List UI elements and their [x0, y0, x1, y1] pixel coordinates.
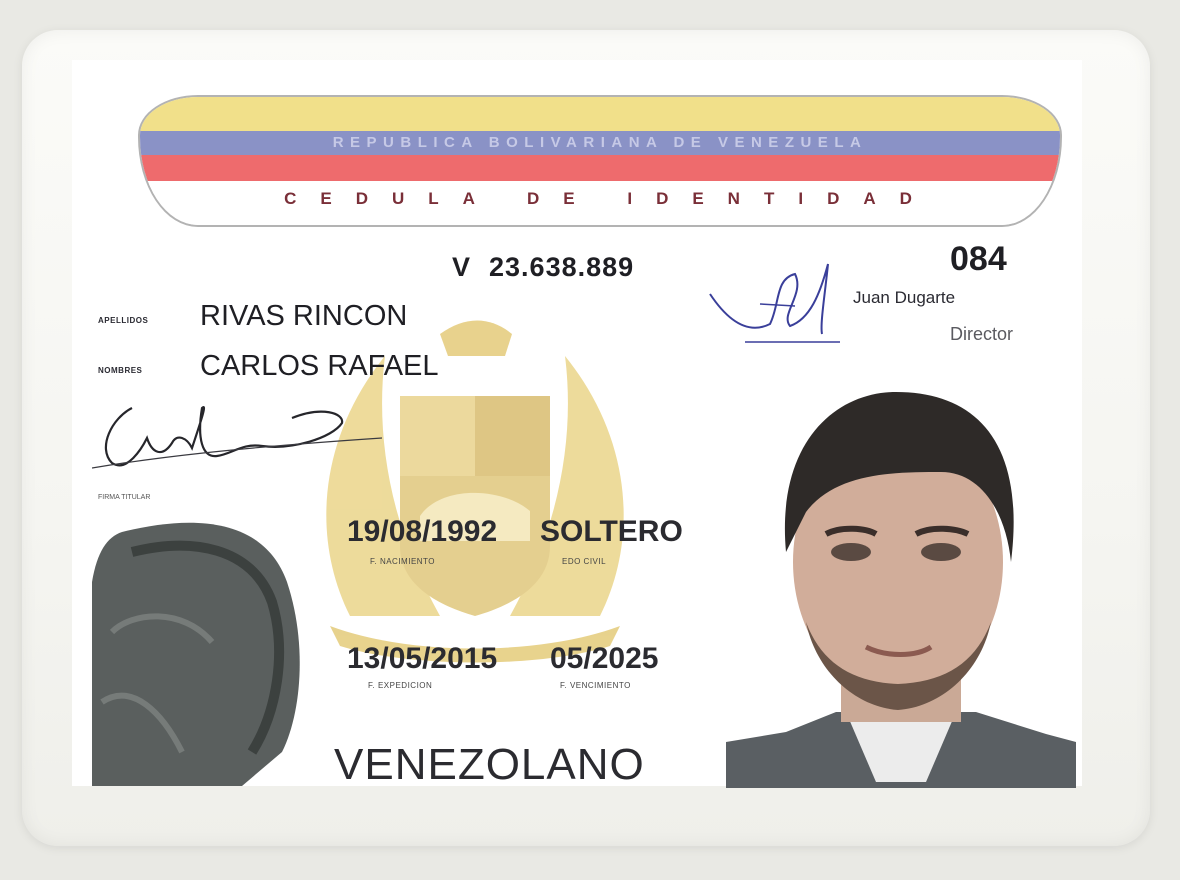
expiry-date-label: F. VENCIMIENTO: [560, 681, 631, 690]
surnames-label: APELLIDOS: [98, 316, 149, 325]
names-label: NOMBRES: [98, 366, 143, 375]
nationality: VENEZOLANO: [334, 740, 645, 789]
birth-date-label: F. NACIMIENTO: [370, 557, 436, 566]
document-type: CEDULA DE IDENTIDAD: [284, 189, 936, 208]
issue-date: 13/05/2015: [347, 642, 498, 675]
id-prefix: V: [452, 252, 472, 282]
issue-date-label: F. EXPEDICION: [368, 681, 433, 690]
civil-status: SOLTERO: [540, 515, 683, 548]
serial-number: 084: [950, 240, 1007, 278]
flag-yellow-band: [140, 97, 1060, 131]
expiry-date: 05/2025: [550, 642, 659, 675]
director-name: Juan Dugarte: [853, 288, 956, 307]
fingerprint: [92, 512, 310, 786]
civil-status-label: EDO CIVIL: [562, 557, 607, 566]
flag-red-band: [140, 155, 1060, 181]
holder-photo: [726, 362, 1076, 788]
flag-banner: [138, 95, 1062, 227]
surnames-value: RIVAS RINCON: [200, 300, 408, 332]
director-signature: [700, 254, 850, 364]
holder-signature: [92, 388, 392, 488]
signature-label: FIRMA TITULAR: [98, 494, 151, 501]
republic-text: REPUBLICA BOLIVARIANA DE VENEZUELA: [332, 134, 868, 151]
id-number: 23.638.889: [489, 252, 635, 282]
names-value: CARLOS RAFAEL: [200, 350, 439, 382]
id-number-row: [452, 252, 634, 283]
birth-date: 19/08/1992: [347, 515, 498, 548]
director-title: Director: [950, 324, 1014, 344]
